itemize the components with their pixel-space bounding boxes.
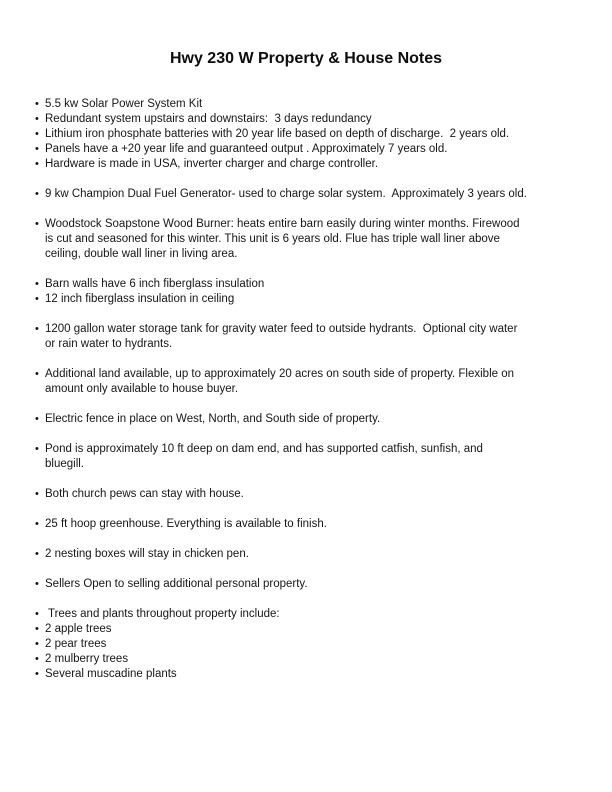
bullet-icon: • [35, 218, 39, 230]
bullet-item [35, 187, 592, 202]
bullet-icon: • [35, 278, 39, 290]
bullet-text: Pond is approximately 10 ft deep on dam end, and has supported catfish, sunfish, and [45, 443, 483, 455]
bullet-item-continuation [35, 337, 592, 352]
bullet-icon: • [35, 323, 39, 335]
bullet-item-continuation [35, 232, 592, 247]
bullet-item [35, 577, 592, 592]
bullet-item [35, 127, 592, 142]
bullet-text: Additional land available, up to approximately 20 acres on south side of property. Flexible on [45, 368, 515, 380]
bullet-item [35, 622, 592, 637]
bullet-group [35, 97, 592, 172]
bullet-icon: • [35, 368, 39, 380]
bullet-item [35, 292, 592, 307]
bullet-text: Electric fence in place on West, North, and South side of property. [45, 413, 381, 425]
bullet-group [35, 322, 592, 352]
bullet-text: Lithium iron phosphate batteries with 20 year life based on depth of discharge. 2 years old. [45, 128, 510, 140]
bullet-item-continuation [35, 382, 592, 397]
document-body [35, 97, 592, 682]
bullet-item [35, 547, 592, 562]
bullet-item [35, 217, 592, 232]
bullet-text: Trees and plants throughout property include: [45, 608, 280, 620]
bullet-icon: • [35, 653, 39, 665]
bullet-item [35, 517, 592, 532]
bullet-group [35, 607, 592, 682]
bullet-text: 2 nesting boxes will stay in chicken pen. [45, 548, 249, 560]
page-title: Hwy 230 W Property & House Notes [169, 50, 443, 67]
bullet-item [35, 112, 592, 127]
bullet-text: 5.5 kw Solar Power System Kit [45, 98, 203, 110]
bullet-item-continuation [35, 247, 592, 262]
bullet-text: 2 apple trees [45, 623, 112, 635]
bullet-item [35, 157, 592, 172]
bullet-group [35, 217, 592, 262]
bullet-text: Woodstock Soapstone Wood Burner: heats entire barn easily during winter months. Firewood [45, 218, 520, 230]
bullet-icon: • [35, 548, 39, 560]
bullet-item [35, 652, 592, 667]
bullet-text: 1200 gallon water storage tank for gravity water feed to outside hydrants. Optional city water [45, 323, 518, 335]
bullet-icon: • [35, 413, 39, 425]
bullet-icon: • [35, 128, 39, 140]
bullet-item [35, 667, 592, 682]
bullet-text: amount only available to house buyer. [45, 383, 239, 395]
bullet-item [35, 442, 592, 457]
bullet-group [35, 277, 592, 307]
bullet-group [35, 577, 592, 592]
bullet-icon: • [35, 668, 39, 680]
bullet-text: ceiling, double wall liner in living area. [45, 248, 238, 260]
bullet-text: Sellers Open to selling additional personal property. [45, 578, 308, 590]
bullet-item [35, 142, 592, 157]
bullet-group [35, 547, 592, 562]
bullet-text: Redundant system upstairs and downstairs: 3 days redundancy [45, 113, 372, 125]
bullet-item [35, 487, 592, 502]
bullet-icon: • [35, 518, 39, 530]
bullet-icon: • [35, 143, 39, 155]
bullet-group [35, 517, 592, 532]
bullet-text: Several muscadine plants [45, 668, 177, 680]
bullet-text: bluegill. [45, 458, 84, 470]
bullet-icon: • [35, 488, 39, 500]
bullet-text: is cut and seasoned for this winter. This unit is 6 years old. Flue has triple wall liner above [45, 233, 500, 245]
bullet-icon: • [35, 158, 39, 170]
bullet-icon: • [35, 578, 39, 590]
bullet-icon: • [35, 293, 39, 305]
bullet-item [35, 277, 592, 292]
bullet-text: 12 inch fiberglass insulation in ceiling [45, 293, 235, 305]
bullet-item [35, 412, 592, 427]
bullet-group [35, 412, 592, 427]
bullet-group [35, 367, 592, 397]
bullet-icon: • [35, 113, 39, 125]
bullet-group [35, 187, 592, 202]
bullet-text: or rain water to hydrants. [45, 338, 173, 350]
bullet-icon: • [35, 443, 39, 455]
bullet-text: 25 ft hoop greenhouse. Everything is available to finish. [45, 518, 327, 530]
bullet-text: 2 mulberry trees [45, 653, 129, 665]
bullet-icon: • [35, 98, 39, 110]
bullet-item [35, 607, 592, 622]
bullet-item [35, 367, 592, 382]
bullet-group [35, 487, 592, 502]
bullet-group [35, 442, 592, 472]
bullet-icon: • [35, 623, 39, 635]
bullet-text: Hardware is made in USA, inverter charger and charge controller. [45, 158, 379, 170]
bullet-icon: • [35, 188, 39, 200]
bullet-text: 9 kw Champion Dual Fuel Generator- used to charge solar system. Approximately 3 years old. [45, 188, 527, 200]
bullet-icon: • [35, 608, 39, 620]
bullet-item [35, 322, 592, 337]
bullet-item-continuation [35, 457, 592, 472]
bullet-text: Barn walls have 6 inch fiberglass insulation [45, 278, 265, 290]
bullet-text: Panels have a +20 year life and guaranteed output . Approximately 7 years old. [45, 143, 448, 155]
bullet-item [35, 637, 592, 652]
bullet-icon: • [35, 638, 39, 650]
bullet-item [35, 97, 592, 112]
bullet-text: Both church pews can stay with house. [45, 488, 244, 500]
bullet-text: 2 pear trees [45, 638, 107, 650]
